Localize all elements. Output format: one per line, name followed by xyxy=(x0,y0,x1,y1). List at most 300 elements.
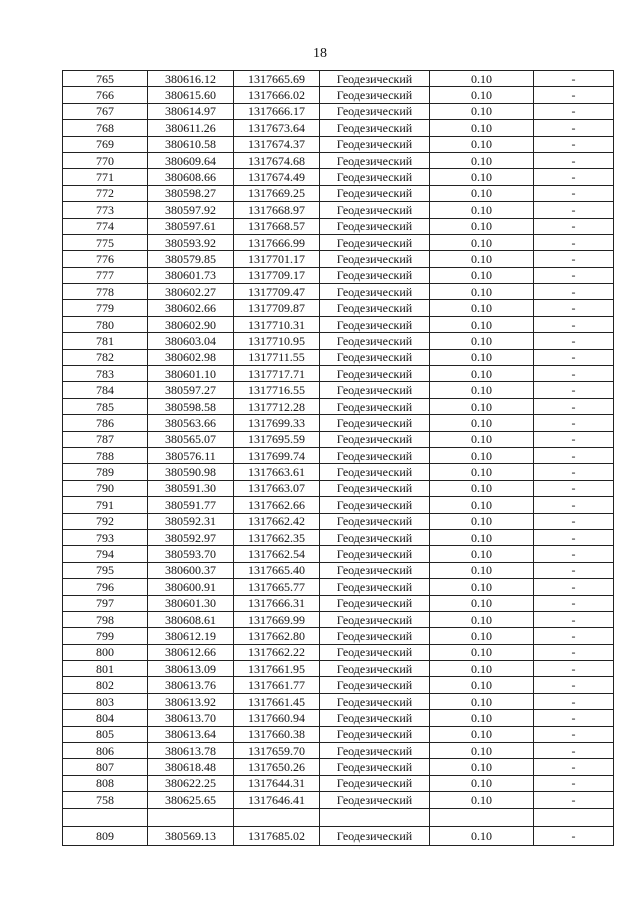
accuracy-cell: 0.10 xyxy=(430,202,534,218)
note-cell: - xyxy=(534,398,614,414)
note-cell: - xyxy=(534,529,614,545)
method-cell: Геодезический xyxy=(320,398,430,414)
accuracy-cell: 0.10 xyxy=(430,431,534,447)
note-cell: - xyxy=(534,792,614,808)
table-row xyxy=(63,218,614,234)
point-number-cell: 798 xyxy=(63,611,148,627)
table-row xyxy=(63,120,614,136)
note-cell: - xyxy=(534,546,614,562)
y-coordinate-cell: 1317669.25 xyxy=(234,185,320,201)
note-cell: - xyxy=(534,726,614,742)
table-row xyxy=(63,366,614,382)
table-row xyxy=(63,382,614,398)
y-coordinate-cell: 1317710.31 xyxy=(234,316,320,332)
accuracy-cell: 0.10 xyxy=(430,579,534,595)
point-number-cell: 770 xyxy=(63,152,148,168)
accuracy-cell: 0.10 xyxy=(430,349,534,365)
method-cell: Геодезический xyxy=(320,202,430,218)
x-coordinate-cell: 380610.58 xyxy=(148,136,234,152)
y-coordinate-cell: 1317659.70 xyxy=(234,743,320,759)
y-coordinate-cell: 1317662.54 xyxy=(234,546,320,562)
point-number-cell: 793 xyxy=(63,529,148,545)
point-number-cell: 778 xyxy=(63,284,148,300)
point-number-cell: 772 xyxy=(63,185,148,201)
table-row xyxy=(63,677,614,693)
point-number-cell: 805 xyxy=(63,726,148,742)
accuracy-cell: 0.10 xyxy=(430,546,534,562)
y-coordinate-cell: 1317662.35 xyxy=(234,529,320,545)
table-row xyxy=(63,152,614,168)
y-coordinate-cell: 1317663.07 xyxy=(234,480,320,496)
note-cell: - xyxy=(534,743,614,759)
y-coordinate-cell: 1317644.31 xyxy=(234,775,320,791)
method-cell: Геодезический xyxy=(320,628,430,644)
x-coordinate-cell: 380608.66 xyxy=(148,169,234,185)
method-cell: Геодезический xyxy=(320,677,430,693)
y-coordinate-cell: 1317662.80 xyxy=(234,628,320,644)
accuracy-cell: 0.10 xyxy=(430,611,534,627)
table-row xyxy=(63,349,614,365)
x-coordinate-cell: 380598.27 xyxy=(148,185,234,201)
method-cell: Геодезический xyxy=(320,382,430,398)
y-coordinate-cell: 1317661.77 xyxy=(234,677,320,693)
note-cell: - xyxy=(534,677,614,693)
table-row xyxy=(63,546,614,562)
y-coordinate-cell: 1317666.31 xyxy=(234,595,320,611)
y-coordinate-cell: 1317646.41 xyxy=(234,792,320,808)
y-coordinate-cell: 1317666.99 xyxy=(234,234,320,250)
note-cell xyxy=(534,808,614,826)
x-coordinate-cell: 380592.97 xyxy=(148,529,234,545)
method-cell: Геодезический xyxy=(320,333,430,349)
y-coordinate-cell: 1317666.17 xyxy=(234,103,320,119)
x-coordinate-cell: 380614.97 xyxy=(148,103,234,119)
point-number-cell: 781 xyxy=(63,333,148,349)
point-number-cell: 769 xyxy=(63,136,148,152)
note-cell: - xyxy=(534,644,614,660)
note-cell: - xyxy=(534,316,614,332)
point-number-cell: 773 xyxy=(63,202,148,218)
note-cell: - xyxy=(534,464,614,480)
table-row xyxy=(63,595,614,611)
point-number-cell: 808 xyxy=(63,775,148,791)
method-cell: Геодезический xyxy=(320,579,430,595)
point-number-cell: 807 xyxy=(63,759,148,775)
accuracy-cell: 0.10 xyxy=(430,759,534,775)
accuracy-cell: 0.10 xyxy=(430,513,534,529)
x-coordinate-cell: 380601.30 xyxy=(148,595,234,611)
method-cell: Геодезический xyxy=(320,71,430,87)
y-coordinate-cell: 1317668.57 xyxy=(234,218,320,234)
table-row xyxy=(63,661,614,677)
point-number-cell: 802 xyxy=(63,677,148,693)
method-cell: Геодезический xyxy=(320,464,430,480)
y-coordinate-cell: 1317661.95 xyxy=(234,661,320,677)
y-coordinate-cell: 1317663.61 xyxy=(234,464,320,480)
x-coordinate-cell: 380613.92 xyxy=(148,693,234,709)
y-coordinate-cell: 1317662.66 xyxy=(234,497,320,513)
point-number-cell: 789 xyxy=(63,464,148,480)
method-cell: Геодезический xyxy=(320,300,430,316)
table-row xyxy=(63,284,614,300)
note-cell: - xyxy=(534,169,614,185)
table-row xyxy=(63,743,614,759)
y-coordinate-cell: 1317662.42 xyxy=(234,513,320,529)
note-cell: - xyxy=(534,251,614,267)
accuracy-cell xyxy=(430,808,534,826)
table-row xyxy=(63,464,614,480)
point-number-cell: 785 xyxy=(63,398,148,414)
note-cell: - xyxy=(534,185,614,201)
x-coordinate-cell: 380613.64 xyxy=(148,726,234,742)
x-coordinate-cell: 380600.37 xyxy=(148,562,234,578)
x-coordinate-cell: 380602.98 xyxy=(148,349,234,365)
x-coordinate-cell: 380603.04 xyxy=(148,333,234,349)
method-cell: Геодезический xyxy=(320,743,430,759)
note-cell: - xyxy=(534,349,614,365)
table-row xyxy=(63,316,614,332)
point-number-cell: 787 xyxy=(63,431,148,447)
x-coordinate-cell: 380602.90 xyxy=(148,316,234,332)
y-coordinate-cell: 1317717.71 xyxy=(234,366,320,382)
method-cell: Геодезический xyxy=(320,234,430,250)
y-coordinate-cell: 1317699.33 xyxy=(234,415,320,431)
accuracy-cell: 0.10 xyxy=(430,775,534,791)
point-number-cell: 796 xyxy=(63,579,148,595)
x-coordinate-cell: 380593.70 xyxy=(148,546,234,562)
table-row xyxy=(63,759,614,775)
method-cell: Геодезический xyxy=(320,693,430,709)
note-cell: - xyxy=(534,333,614,349)
table-row xyxy=(63,103,614,119)
note-cell: - xyxy=(534,497,614,513)
table-row xyxy=(63,710,614,726)
accuracy-cell: 0.10 xyxy=(430,300,534,316)
method-cell xyxy=(320,808,430,826)
accuracy-cell: 0.10 xyxy=(430,497,534,513)
table-row xyxy=(63,415,614,431)
y-coordinate-cell: 1317709.47 xyxy=(234,284,320,300)
point-number-cell: 783 xyxy=(63,366,148,382)
x-coordinate-cell: 380615.60 xyxy=(148,87,234,103)
method-cell: Геодезический xyxy=(320,792,430,808)
accuracy-cell: 0.10 xyxy=(430,169,534,185)
y-coordinate-cell: 1317665.69 xyxy=(234,71,320,87)
accuracy-cell: 0.10 xyxy=(430,366,534,382)
y-coordinate-cell: 1317674.68 xyxy=(234,152,320,168)
point-number-cell: 792 xyxy=(63,513,148,529)
accuracy-cell: 0.10 xyxy=(430,333,534,349)
table-row xyxy=(63,251,614,267)
x-coordinate-cell: 380612.66 xyxy=(148,644,234,660)
method-cell: Геодезический xyxy=(320,595,430,611)
point-number-cell: 774 xyxy=(63,218,148,234)
table-row xyxy=(63,775,614,791)
note-cell: - xyxy=(534,366,614,382)
method-cell: Геодезический xyxy=(320,480,430,496)
table-row xyxy=(63,202,614,218)
note-cell: - xyxy=(534,136,614,152)
coordinates-table-body xyxy=(63,71,614,846)
x-coordinate-cell: 380598.58 xyxy=(148,398,234,414)
y-coordinate-cell: 1317674.37 xyxy=(234,136,320,152)
table-row xyxy=(63,333,614,349)
table-row xyxy=(63,169,614,185)
accuracy-cell: 0.10 xyxy=(430,234,534,250)
x-coordinate-cell: 380602.27 xyxy=(148,284,234,300)
accuracy-cell: 0.10 xyxy=(430,693,534,709)
x-coordinate-cell: 380565.07 xyxy=(148,431,234,447)
accuracy-cell: 0.10 xyxy=(430,316,534,332)
table-row xyxy=(63,300,614,316)
accuracy-cell: 0.10 xyxy=(430,464,534,480)
point-number-cell: 779 xyxy=(63,300,148,316)
accuracy-cell: 0.10 xyxy=(430,529,534,545)
accuracy-cell: 0.10 xyxy=(430,267,534,283)
accuracy-cell: 0.10 xyxy=(430,710,534,726)
x-coordinate-cell: 380625.65 xyxy=(148,792,234,808)
table-row xyxy=(63,447,614,463)
accuracy-cell: 0.10 xyxy=(430,71,534,87)
accuracy-cell: 0.10 xyxy=(430,826,534,845)
point-number-cell: 775 xyxy=(63,234,148,250)
table-row xyxy=(63,726,614,742)
note-cell: - xyxy=(534,267,614,283)
note-cell: - xyxy=(534,611,614,627)
y-coordinate-cell: 1317695.59 xyxy=(234,431,320,447)
method-cell: Геодезический xyxy=(320,267,430,283)
table-row xyxy=(63,431,614,447)
accuracy-cell: 0.10 xyxy=(430,595,534,611)
x-coordinate-cell: 380597.61 xyxy=(148,218,234,234)
method-cell: Геодезический xyxy=(320,775,430,791)
x-coordinate-cell: 380613.70 xyxy=(148,710,234,726)
point-number-cell: 799 xyxy=(63,628,148,644)
accuracy-cell: 0.10 xyxy=(430,251,534,267)
x-coordinate-cell: 380609.64 xyxy=(148,152,234,168)
method-cell: Геодезический xyxy=(320,136,430,152)
method-cell: Геодезический xyxy=(320,759,430,775)
method-cell: Геодезический xyxy=(320,710,430,726)
note-cell: - xyxy=(534,218,614,234)
method-cell: Геодезический xyxy=(320,529,430,545)
method-cell: Геодезический xyxy=(320,169,430,185)
method-cell: Геодезический xyxy=(320,251,430,267)
table-row xyxy=(63,87,614,103)
y-coordinate-cell: 1317701.17 xyxy=(234,251,320,267)
note-cell: - xyxy=(534,661,614,677)
table-row xyxy=(63,792,614,808)
method-cell: Геодезический xyxy=(320,415,430,431)
note-cell: - xyxy=(534,284,614,300)
table-row xyxy=(63,644,614,660)
x-coordinate-cell: 380600.91 xyxy=(148,579,234,595)
accuracy-cell: 0.10 xyxy=(430,120,534,136)
x-coordinate-cell: 380608.61 xyxy=(148,611,234,627)
accuracy-cell: 0.10 xyxy=(430,87,534,103)
accuracy-cell: 0.10 xyxy=(430,661,534,677)
point-number-cell: 788 xyxy=(63,447,148,463)
point-number-cell: 767 xyxy=(63,103,148,119)
note-cell: - xyxy=(534,628,614,644)
y-coordinate-cell xyxy=(234,808,320,826)
x-coordinate-cell: 380597.27 xyxy=(148,382,234,398)
y-coordinate-cell: 1317662.22 xyxy=(234,644,320,660)
note-cell: - xyxy=(534,71,614,87)
method-cell: Геодезический xyxy=(320,497,430,513)
point-number-cell: 766 xyxy=(63,87,148,103)
method-cell: Геодезический xyxy=(320,185,430,201)
note-cell: - xyxy=(534,415,614,431)
table-row xyxy=(63,267,614,283)
table-row xyxy=(63,71,614,87)
note-cell: - xyxy=(534,431,614,447)
y-coordinate-cell: 1317673.64 xyxy=(234,120,320,136)
method-cell: Геодезический xyxy=(320,316,430,332)
point-number-cell: 786 xyxy=(63,415,148,431)
note-cell: - xyxy=(534,234,614,250)
table-row xyxy=(63,579,614,595)
point-number-cell: 803 xyxy=(63,693,148,709)
y-coordinate-cell: 1317699.74 xyxy=(234,447,320,463)
accuracy-cell: 0.10 xyxy=(430,628,534,644)
y-coordinate-cell: 1317710.95 xyxy=(234,333,320,349)
accuracy-cell: 0.10 xyxy=(430,103,534,119)
note-cell: - xyxy=(534,775,614,791)
note-cell: - xyxy=(534,513,614,529)
method-cell: Геодезический xyxy=(320,120,430,136)
accuracy-cell: 0.10 xyxy=(430,415,534,431)
x-coordinate-cell: 380579.85 xyxy=(148,251,234,267)
note-cell: - xyxy=(534,595,614,611)
x-coordinate-cell: 380613.09 xyxy=(148,661,234,677)
note-cell: - xyxy=(534,300,614,316)
x-coordinate-cell: 380613.78 xyxy=(148,743,234,759)
note-cell: - xyxy=(534,382,614,398)
point-number-cell: 777 xyxy=(63,267,148,283)
table-row xyxy=(63,185,614,201)
method-cell: Геодезический xyxy=(320,611,430,627)
note-cell: - xyxy=(534,202,614,218)
accuracy-cell: 0.10 xyxy=(430,447,534,463)
coordinates-table xyxy=(62,70,614,846)
accuracy-cell: 0.10 xyxy=(430,136,534,152)
point-number-cell: 801 xyxy=(63,661,148,677)
accuracy-cell: 0.10 xyxy=(430,480,534,496)
table-row xyxy=(63,497,614,513)
point-number-cell: 809 xyxy=(63,826,148,845)
method-cell: Геодезический xyxy=(320,513,430,529)
accuracy-cell: 0.10 xyxy=(430,743,534,759)
x-coordinate-cell: 380601.73 xyxy=(148,267,234,283)
method-cell: Геодезический xyxy=(320,218,430,234)
accuracy-cell: 0.10 xyxy=(430,398,534,414)
y-coordinate-cell: 1317674.49 xyxy=(234,169,320,185)
point-number-cell: 797 xyxy=(63,595,148,611)
method-cell: Геодезический xyxy=(320,546,430,562)
table-row xyxy=(63,611,614,627)
x-coordinate-cell: 380611.26 xyxy=(148,120,234,136)
x-coordinate-cell: 380612.19 xyxy=(148,628,234,644)
accuracy-cell: 0.10 xyxy=(430,792,534,808)
note-cell: - xyxy=(534,562,614,578)
method-cell: Геодезический xyxy=(320,726,430,742)
x-coordinate-cell: 380591.77 xyxy=(148,497,234,513)
x-coordinate-cell: 380593.92 xyxy=(148,234,234,250)
x-coordinate-cell: 380618.48 xyxy=(148,759,234,775)
point-number-cell: 804 xyxy=(63,710,148,726)
point-number-cell: 784 xyxy=(63,382,148,398)
point-number-cell xyxy=(63,808,148,826)
y-coordinate-cell: 1317685.02 xyxy=(234,826,320,845)
method-cell: Геодезический xyxy=(320,661,430,677)
x-coordinate-cell: 380591.30 xyxy=(148,480,234,496)
page-number: 18 xyxy=(313,46,327,61)
table-row xyxy=(63,826,614,845)
point-number-cell: 806 xyxy=(63,743,148,759)
y-coordinate-cell: 1317665.77 xyxy=(234,579,320,595)
table-row xyxy=(63,562,614,578)
accuracy-cell: 0.10 xyxy=(430,644,534,660)
point-number-cell: 776 xyxy=(63,251,148,267)
method-cell: Геодезический xyxy=(320,562,430,578)
method-cell: Геодезический xyxy=(320,447,430,463)
table-row xyxy=(63,693,614,709)
y-coordinate-cell: 1317665.40 xyxy=(234,562,320,578)
accuracy-cell: 0.10 xyxy=(430,726,534,742)
x-coordinate-cell: 380616.12 xyxy=(148,71,234,87)
note-cell: - xyxy=(534,87,614,103)
y-coordinate-cell: 1317668.97 xyxy=(234,202,320,218)
note-cell: - xyxy=(534,710,614,726)
y-coordinate-cell: 1317660.94 xyxy=(234,710,320,726)
note-cell: - xyxy=(534,447,614,463)
note-cell: - xyxy=(534,103,614,119)
point-number-cell: 780 xyxy=(63,316,148,332)
method-cell: Геодезический xyxy=(320,152,430,168)
x-coordinate-cell: 380601.10 xyxy=(148,366,234,382)
x-coordinate-cell: 380597.92 xyxy=(148,202,234,218)
x-coordinate-cell xyxy=(148,808,234,826)
table-row xyxy=(63,808,614,826)
y-coordinate-cell: 1317669.99 xyxy=(234,611,320,627)
method-cell: Геодезический xyxy=(320,826,430,845)
x-coordinate-cell: 380590.98 xyxy=(148,464,234,480)
x-coordinate-cell: 380613.76 xyxy=(148,677,234,693)
accuracy-cell: 0.10 xyxy=(430,218,534,234)
method-cell: Геодезический xyxy=(320,87,430,103)
y-coordinate-cell: 1317709.17 xyxy=(234,267,320,283)
note-cell: - xyxy=(534,826,614,845)
note-cell: - xyxy=(534,693,614,709)
y-coordinate-cell: 1317661.45 xyxy=(234,693,320,709)
y-coordinate-cell: 1317712.28 xyxy=(234,398,320,414)
point-number-cell: 795 xyxy=(63,562,148,578)
point-number-cell: 765 xyxy=(63,71,148,87)
y-coordinate-cell: 1317666.02 xyxy=(234,87,320,103)
y-coordinate-cell: 1317716.55 xyxy=(234,382,320,398)
point-number-cell: 771 xyxy=(63,169,148,185)
accuracy-cell: 0.10 xyxy=(430,284,534,300)
method-cell: Геодезический xyxy=(320,366,430,382)
x-coordinate-cell: 380576.11 xyxy=(148,447,234,463)
point-number-cell: 790 xyxy=(63,480,148,496)
point-number-cell: 758 xyxy=(63,792,148,808)
point-number-cell: 791 xyxy=(63,497,148,513)
point-number-cell: 794 xyxy=(63,546,148,562)
method-cell: Геодезический xyxy=(320,103,430,119)
point-number-cell: 768 xyxy=(63,120,148,136)
